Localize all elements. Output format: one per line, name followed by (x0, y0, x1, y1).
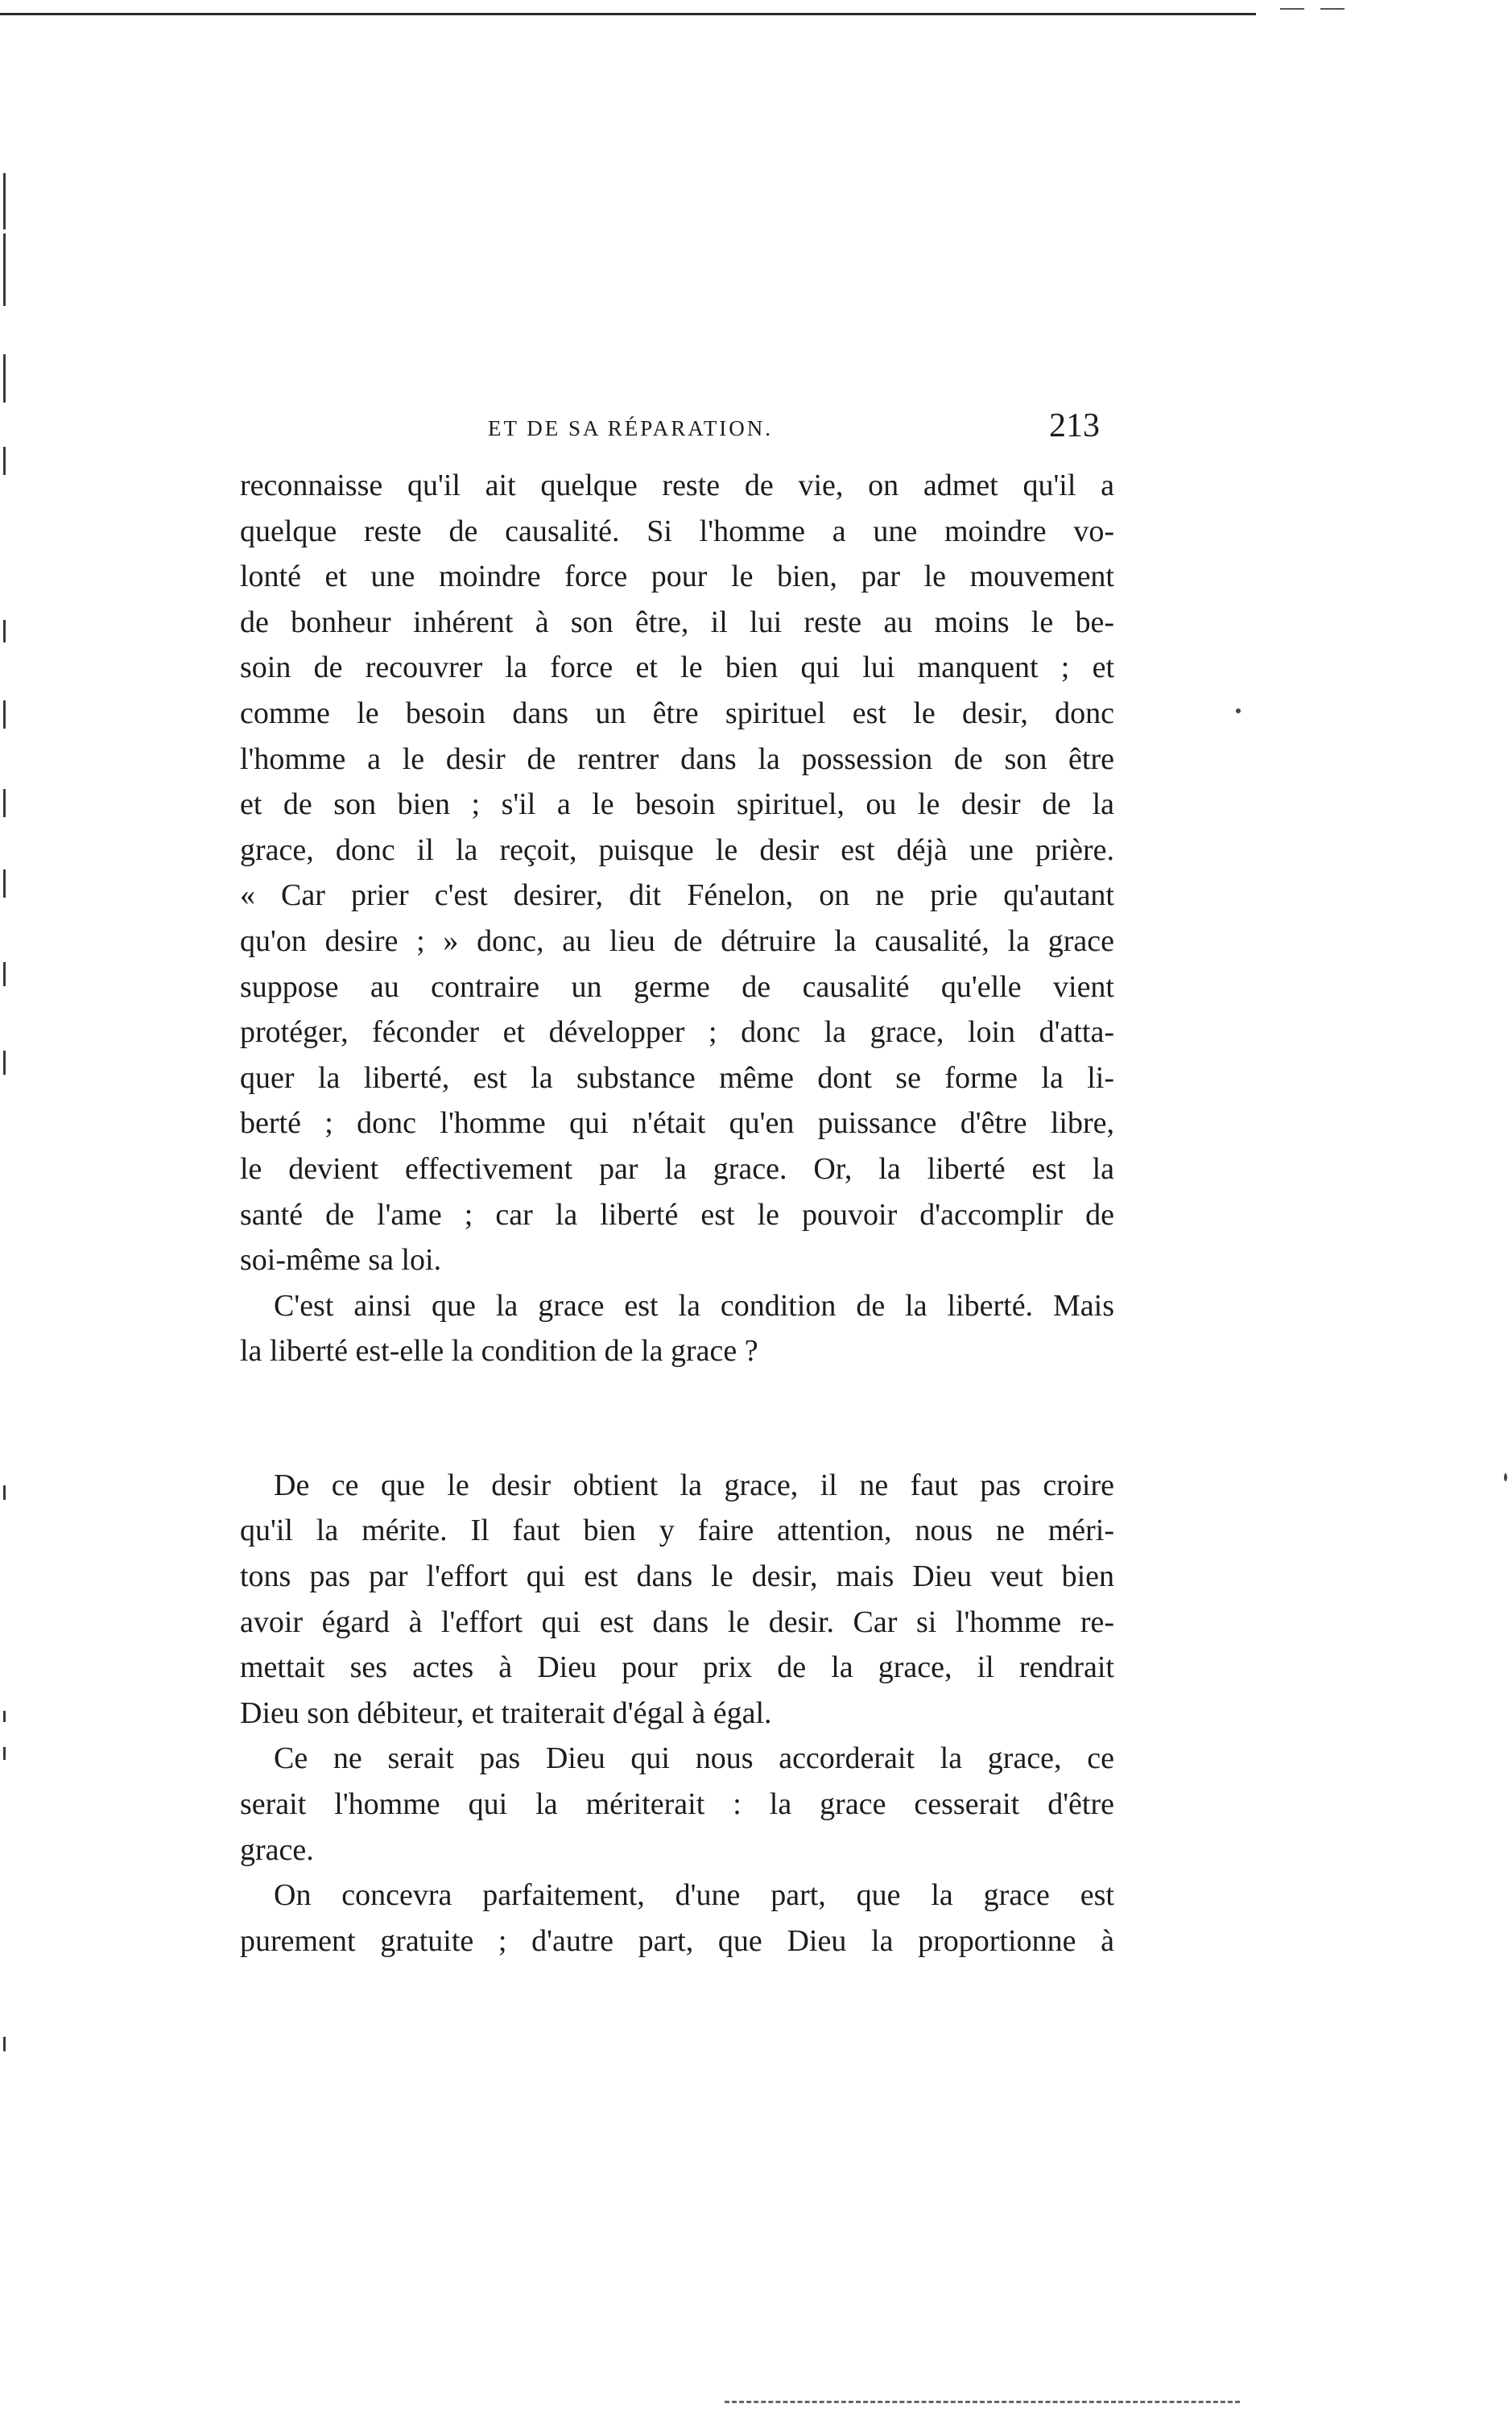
margin-speck (1236, 708, 1241, 713)
left-edge-mark (3, 1711, 6, 1722)
left-edge-mark (3, 447, 6, 475)
text-line: grace, donc il la reçoit, puisque le desir est déjà une prière. (240, 832, 1114, 867)
text-line: Ce ne serait pas Dieu qui nous accorderait la grace, ce (274, 1741, 1114, 1776)
left-edge-mark (3, 620, 6, 642)
paragraph (240, 1873, 1114, 1964)
text-line: purement gratuite ; d'autre part, que Dieu la proportionne à (240, 1923, 1114, 1958)
text-line: serait l'homme qui la mériterait : la grace cesserait d'être (240, 1787, 1114, 1822)
text-line: protéger, féconder et développer ; donc la grace, loin d'atta- (240, 1015, 1114, 1050)
left-edge-mark (3, 354, 6, 403)
text-line: lonté et une moindre force pour le bien, par le mouvement (240, 560, 1114, 594)
text-line: comme le besoin dans un être spirituel est le desir, donc (240, 696, 1114, 730)
text-line: grace. (240, 1832, 314, 1867)
text-line: De ce que le desir obtient la grace, il ne faut pas croire (274, 1468, 1114, 1502)
text-line: On concevra parfaitement, d'une part, que la grace est (274, 1878, 1114, 1913)
top-scan-dash (1320, 8, 1345, 10)
text-line: la liberté est-elle la condition de la grace ? (240, 1334, 758, 1369)
running-head-title: ET DE SA RÉPARATION. (488, 416, 774, 440)
top-scan-rule (0, 13, 1256, 15)
body-text (240, 463, 1114, 1964)
left-edge-mark (3, 233, 6, 306)
left-edge-mark (3, 869, 6, 898)
book-page (240, 407, 1114, 1964)
margin-speck (1504, 1473, 1507, 1481)
text-line: l'homme a le desir de rentrer dans la possession de son être (240, 741, 1114, 776)
running-head (240, 407, 1114, 463)
paragraph (240, 463, 1114, 1283)
page-number: 213 (1049, 407, 1100, 444)
left-edge-mark (3, 173, 6, 229)
text-line: soin de recouvrer la force et le bien qui lui manquent ; et (240, 650, 1114, 685)
text-line: Dieu son débiteur, et traiterait d'égal à égal. (240, 1695, 772, 1730)
text-line: tons pas par l'effort qui est dans le desir, mais Dieu veut bien (240, 1559, 1114, 1594)
paragraph (240, 1463, 1114, 1737)
top-scan-dash (1280, 8, 1304, 10)
text-line: qu'il la mérite. Il faut bien y faire attention, nous ne méri- (240, 1514, 1114, 1548)
text-line: C'est ainsi que la grace est la condition de la liberté. Mais (274, 1288, 1114, 1323)
left-edge-mark (3, 1747, 6, 1760)
text-line: qu'on desire ; » donc, au lieu de détruire la causalité, la grace (240, 923, 1114, 958)
text-line: le devient effectivement par la grace. Or, la liberté est la (240, 1151, 1114, 1186)
text-line: soi-même sa loi. (240, 1243, 442, 1278)
text-line: suppose au contraire un germe de causalité qu'elle vient (240, 969, 1114, 1004)
paragraph (240, 1736, 1114, 1873)
text-line: de bonheur inhérent à son être, il lui reste au moins le be- (240, 605, 1114, 639)
text-line: « Car prier c'est desirer, dit Fénelon, on ne prie qu'autant (240, 878, 1114, 913)
left-edge-mark (3, 2037, 6, 2051)
text-line: quelque reste de causalité. Si l'homme a une moindre vo- (240, 514, 1114, 548)
paragraph (240, 1283, 1114, 1374)
bottom-scan-dashes (725, 2401, 1240, 2403)
text-line: avoir égard à l'effort qui est dans le desir. Car si l'homme re- (240, 1605, 1114, 1639)
section-break (240, 1374, 1114, 1463)
left-edge-mark (3, 962, 6, 986)
left-edge-mark (3, 1051, 6, 1075)
left-edge-mark (3, 700, 6, 729)
left-edge-mark (3, 789, 6, 817)
left-edge-mark (3, 1485, 6, 1500)
text-line: reconnaisse qu'il ait quelque reste de vie, on admet qu'il a (240, 469, 1114, 502)
text-line: mettait ses actes à Dieu pour prix de la grace, il rendrait (240, 1650, 1114, 1685)
text-line: quer la liberté, est la substance même dont se forme la li- (240, 1060, 1114, 1095)
text-line: santé de l'ame ; car la liberté est le pouvoir d'accomplir de (240, 1197, 1114, 1232)
text-line: et de son bien ; s'il a le besoin spirituel, ou le desir de la (240, 787, 1114, 822)
text-line: berté ; donc l'homme qui n'était qu'en puissance d'être libre, (240, 1106, 1114, 1141)
